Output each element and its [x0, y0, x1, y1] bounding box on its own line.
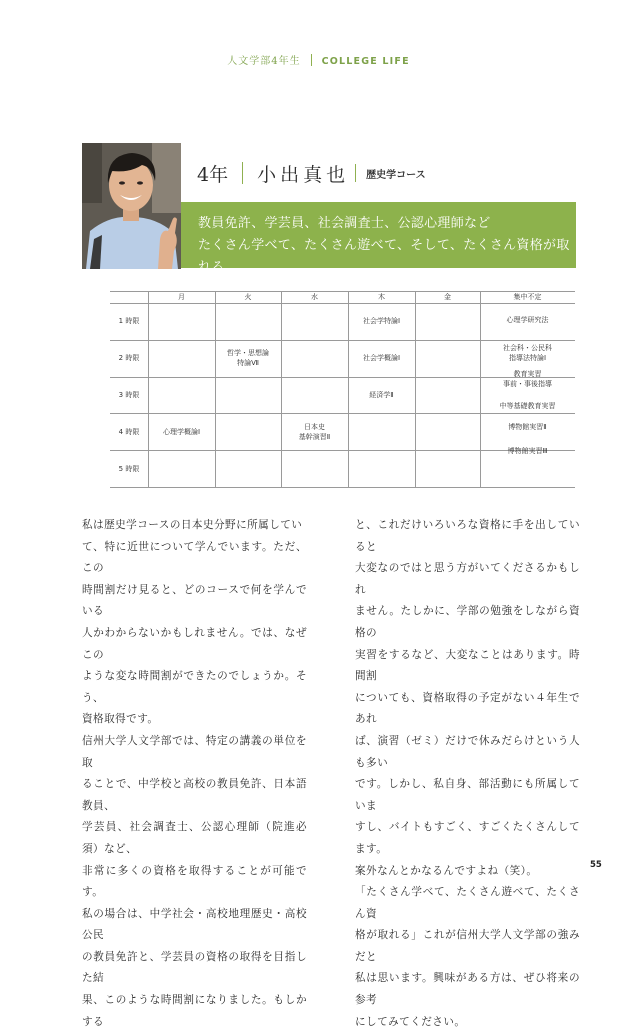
- header-department: 人文学部4年生: [227, 56, 301, 67]
- article-line: の教員免許と、学芸員の資格の取得を目指した結: [82, 950, 307, 985]
- timetable-intensive-course-line: 指導法特論Ⅰ: [508, 354, 547, 362]
- student-photo: [82, 143, 181, 269]
- header-divider: [311, 54, 312, 66]
- article-line: 果、このような時間割になりました。もしかする: [82, 994, 307, 1028]
- article-line: 時間割だけ見ると、どのコースで何を学んでいる: [82, 583, 307, 618]
- timetable-column-rule: [281, 291, 282, 487]
- timetable-row-rule: [110, 487, 575, 488]
- timetable-intensive-course: [480, 343, 575, 363]
- timetable-header-rule: [110, 303, 575, 304]
- article-column-left: [82, 515, 307, 1033]
- timetable-intensive-course-line: 教育実習: [513, 370, 542, 378]
- timetable-intensive-course: [480, 446, 575, 456]
- timetable-course-line: 基幹演習Ⅱ: [298, 432, 331, 441]
- article-line: て、特に近世について学んでいます。ただ、この: [82, 540, 307, 575]
- timetable-course-line: 哲学・思想論: [227, 349, 269, 358]
- article-line: です。しかし、私自身、部活動にも所属していま: [355, 778, 580, 812]
- article-line: 資格取得です。: [82, 713, 159, 726]
- timetable-intensive-course: [480, 401, 575, 411]
- page-number: 55: [590, 860, 602, 870]
- student-photo-illustration: [82, 143, 181, 269]
- article-line: 格が取れる」これが信州大学人文学部の強みだと: [355, 929, 580, 963]
- article-line: 実習をするなど、大変なことはあります。時間割: [355, 648, 580, 683]
- article-column-right: [355, 515, 580, 1033]
- article-line: 人かわからないかもしれません。では、なぜこの: [82, 626, 307, 661]
- article-line: すし、バイトもすごく、すごくたくさんしてます。: [355, 821, 580, 855]
- article-line: 「たくさん学べて、たくさん遊べて、たくさん資: [355, 886, 580, 920]
- timetable-course-line: 日本史: [304, 422, 325, 431]
- tagline-line-2: たくさん学べて、たくさん遊べて、そして、たくさん資格が取れる: [198, 238, 570, 275]
- timetable-course: [349, 390, 415, 400]
- student-name: 小出真也: [257, 163, 350, 186]
- timetable-course: [349, 353, 415, 363]
- article-line: ような変な時間割ができたのでしょうか。そう、: [82, 670, 307, 704]
- timetable-row-rule: [110, 340, 575, 341]
- article-line: 信州大学人文学部では、特定の講義の単位を取: [82, 734, 307, 769]
- timetable-period-label: 2 時限: [118, 354, 140, 363]
- course-divider: [355, 164, 356, 182]
- tagline-banner: [181, 202, 576, 275]
- class-timetable: [110, 291, 575, 487]
- student-year: 4年: [197, 163, 229, 186]
- timetable-column-rule: [215, 291, 216, 487]
- timetable-course: [349, 316, 415, 326]
- timetable-intensive-course-line: 博物館実習Ⅲ: [507, 447, 548, 455]
- article-line: 私の場合は、中学社会・高校地理歴史・高校公民: [82, 907, 307, 942]
- timetable-day-header: 金: [444, 293, 451, 301]
- timetable-course-line: 社会学概論Ⅰ: [362, 354, 401, 363]
- timetable-course: [149, 427, 215, 437]
- article-line: 私は歴史学コースの日本史分野に所属してい: [82, 519, 303, 531]
- timetable-column-rule: [415, 291, 416, 487]
- timetable-intensive-course: [480, 422, 575, 432]
- timetable-row-rule: [110, 413, 575, 414]
- timetable-course-line: 経済学Ⅱ: [369, 391, 394, 399]
- timetable-course-line: 特論Ⅶ: [237, 359, 259, 368]
- article-line: 大変なのではと思う方がいてくださるかもしれ: [355, 562, 580, 596]
- timetable-period-label: 5 時限: [118, 464, 140, 473]
- timetable-intensive-course-line: 事前・事後指導: [503, 380, 552, 388]
- timetable-period-label: 3 時限: [118, 391, 140, 399]
- timetable-day-header: 集中不定: [513, 293, 542, 301]
- tagline-line-1: 教員免許、学芸員、社会調査士、公認心理師など: [198, 216, 491, 231]
- article-line: 案外なんとかなるんですよね（笑）。: [355, 864, 538, 877]
- timetable-course-line: 社会学特論Ⅰ: [362, 317, 401, 326]
- timetable-course: [215, 348, 281, 368]
- timetable-intensive-course-line: 中等基礎教育実習: [499, 402, 556, 410]
- student-course: 歴史学コース: [366, 169, 426, 181]
- article-line: ば、演習（ゼミ）だけで休みだらけという人も多い: [355, 734, 580, 769]
- page-header: [0, 52, 637, 67]
- timetable-course: [282, 422, 348, 442]
- article-line: にしてみてください。: [355, 1015, 466, 1028]
- timetable-intensive-course-line: 社会科・公民科: [503, 344, 552, 352]
- article-line: 学芸員、社会調査士、公認心理師（院進必須）など、: [82, 821, 307, 855]
- timetable-intensive-course: [480, 369, 575, 389]
- article-line: についても、資格取得の予定がない４年生であれ: [355, 691, 580, 726]
- article-line: 私は思います。興味がある方は、ぜひ将来の参考: [355, 972, 580, 1007]
- timetable-intensive-course-line: 心理学研究法: [506, 316, 549, 324]
- timetable-intensive-course-line: 博物館実習Ⅱ: [508, 423, 547, 431]
- timetable-course-line: 心理学概論Ⅰ: [162, 427, 201, 436]
- article-line: 非常に多くの資格を取得することが可能です。: [82, 864, 307, 899]
- timetable-period-label: 1 時限: [118, 317, 140, 326]
- timetable-intensive-course: [480, 315, 575, 325]
- timetable-day-header: 水: [311, 293, 318, 301]
- profile-heading: [197, 158, 426, 188]
- timetable-day-header: 火: [244, 293, 252, 301]
- timetable-column-rule: [148, 291, 149, 487]
- header-section: COLLEGE LIFE: [321, 56, 410, 67]
- timetable-day-header: 木: [378, 293, 385, 301]
- article-line: ることで、中学校と高校の教員免許、日本語教員、: [82, 778, 307, 812]
- name-divider: [242, 162, 243, 184]
- timetable-day-header: 月: [178, 293, 185, 301]
- timetable-period-label: 4 時限: [118, 427, 140, 436]
- article-line: と、これだけいろいろな資格に手を出していると: [355, 519, 580, 553]
- article-line: ません。たしかに、学部の勉強をしながら資格の: [355, 605, 580, 639]
